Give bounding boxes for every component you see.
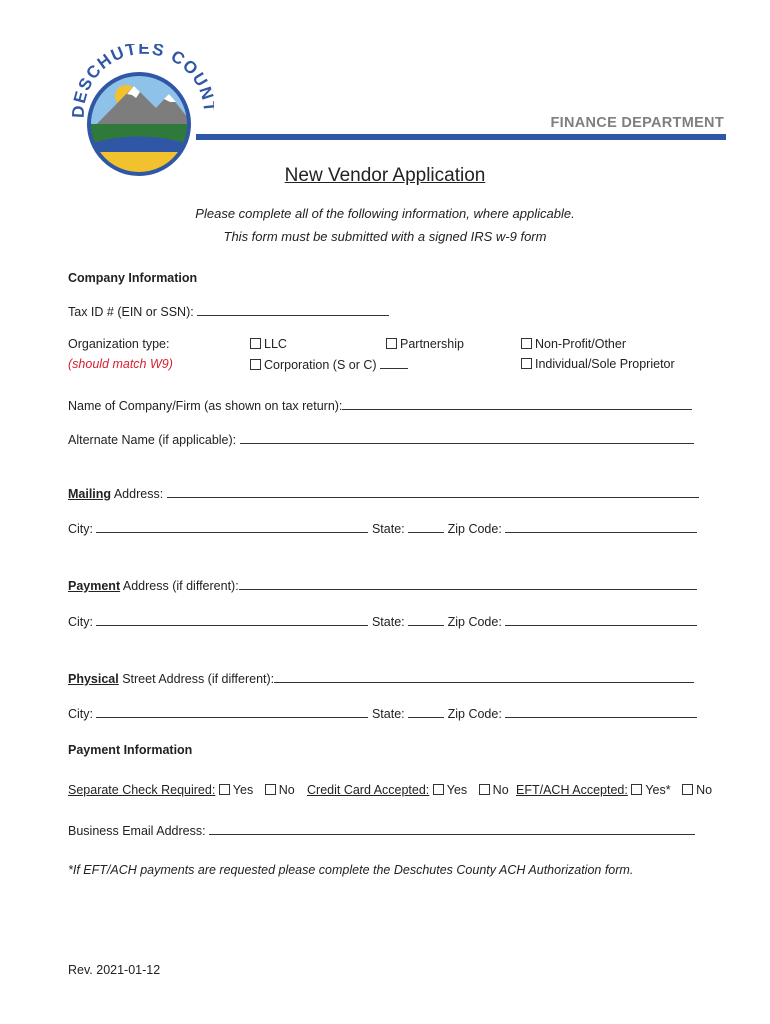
credit-card-no-checkbox[interactable] [479,784,490,795]
credit-card-row [307,783,509,797]
credit-card-yes-label: Yes [446,783,468,797]
physical-address-label: Street Address (if different): [118,672,275,686]
zip-label: Zip Code: [447,707,502,721]
payment-zip-field[interactable] [505,614,697,626]
separate-check-yes-checkbox[interactable] [219,784,230,795]
mailing-city-row [68,521,697,536]
partnership-checkbox[interactable] [386,338,397,349]
mailing-row [68,486,699,501]
instruction-1: Please complete all of the following information, where applicable. [195,206,575,221]
payment-address-row [68,578,697,593]
corporation-checkbox[interactable] [250,359,261,370]
county-logo [64,44,214,178]
physical-city-field[interactable] [96,706,368,718]
mailing-label: Address: [111,487,164,501]
partnership-label: Partnership [400,337,464,351]
credit-card-no-label: No [492,783,509,797]
mailing-address-field[interactable] [167,486,699,498]
payment-city-field[interactable] [96,614,368,626]
form-title: New Vendor Application [284,165,486,186]
eft-row [516,783,712,797]
tax-id-label: Tax ID # (EIN or SSN): [68,305,194,319]
tax-id-field[interactable] [197,304,389,316]
eft-no-label: No [696,783,713,797]
llc-label: LLC [264,337,287,351]
payment-state-field[interactable] [408,614,444,626]
payment-address-field[interactable] [239,578,697,590]
zip-label: Zip Code: [447,522,502,536]
physical-emph: Physical [68,672,119,686]
physical-address-row [68,671,694,686]
option-corporation[interactable] [250,357,408,372]
credit-card-yes-checkbox[interactable] [433,784,444,795]
physical-zip-field[interactable] [505,706,697,718]
header-rule [196,134,726,140]
alt-name-row [68,432,694,447]
nonprofit-checkbox[interactable] [521,338,532,349]
business-email-field[interactable] [209,823,695,835]
company-heading: Company Information [68,271,198,285]
eft-yes-checkbox[interactable] [631,784,642,795]
mailing-zip-field[interactable] [505,521,697,533]
alt-name-label: Alternate Name (if applicable): [68,433,237,447]
county-arc-text: DESCHUTES COU [68,44,212,119]
eft-label: EFT/ACH Accepted: [516,783,628,797]
corporation-type-field[interactable] [380,357,408,369]
payment-emph: Payment [68,579,121,593]
company-name-row [68,398,692,413]
company-name-field[interactable] [342,398,692,410]
city-label: City: [68,615,93,629]
payment-city-row [68,614,697,629]
revision-label: Rev. 2021-01-12 [68,963,161,977]
option-llc[interactable] [250,337,287,351]
mailing-state-field[interactable] [408,521,444,533]
corporation-label: Corporation (S or C) [264,358,377,372]
email-label: Business Email Address: [68,824,206,838]
eft-footnote: *If EFT/ACH payments are requested please complete the Deschutes County ACH Authorization form. [68,863,634,877]
org-type-label: Organization type: [68,337,170,351]
option-partnership[interactable] [386,337,464,351]
zip-label: Zip Code: [447,615,502,629]
separate-check-row [68,783,295,797]
payment-info-heading: Payment Information [68,743,193,757]
alt-name-field[interactable] [240,432,694,444]
state-label: State: [371,522,405,536]
company-name-label: Name of Company/Firm (as shown on tax return): [68,399,343,413]
separate-check-label: Separate Check Required: [68,783,216,797]
department-title: FINANCE DEPARTMENT [550,115,724,131]
llc-checkbox[interactable] [250,338,261,349]
payment-address-label: Address (if different): [120,579,239,593]
mailing-city-field[interactable] [96,521,368,533]
separate-check-no-checkbox[interactable] [265,784,276,795]
instruction-2: This form must be submitted with a signed IRS w-9 form [223,229,547,244]
city-label: City: [68,522,93,536]
tax-id-row [68,304,389,319]
state-label: State: [371,615,405,629]
option-individual[interactable] [521,357,675,371]
nonprofit-label: Non-Profit/Other [535,337,627,351]
eft-yes-label: Yes* [645,783,671,797]
individual-label: Individual/Sole Proprietor [535,357,675,371]
separate-check-no-label: No [278,783,295,797]
credit-card-label: Credit Card Accepted: [307,783,430,797]
state-label: State: [371,707,405,721]
email-row [68,823,695,838]
org-type-note: (should match W9) [68,357,173,371]
city-label: City: [68,707,93,721]
physical-address-field[interactable] [274,671,694,683]
mailing-emph: Mailing [68,487,112,501]
option-nonprofit[interactable] [521,337,626,351]
physical-state-field[interactable] [408,706,444,718]
individual-checkbox[interactable] [521,358,532,369]
separate-check-yes-label: Yes [232,783,254,797]
eft-no-checkbox[interactable] [682,784,693,795]
physical-city-row [68,706,697,721]
